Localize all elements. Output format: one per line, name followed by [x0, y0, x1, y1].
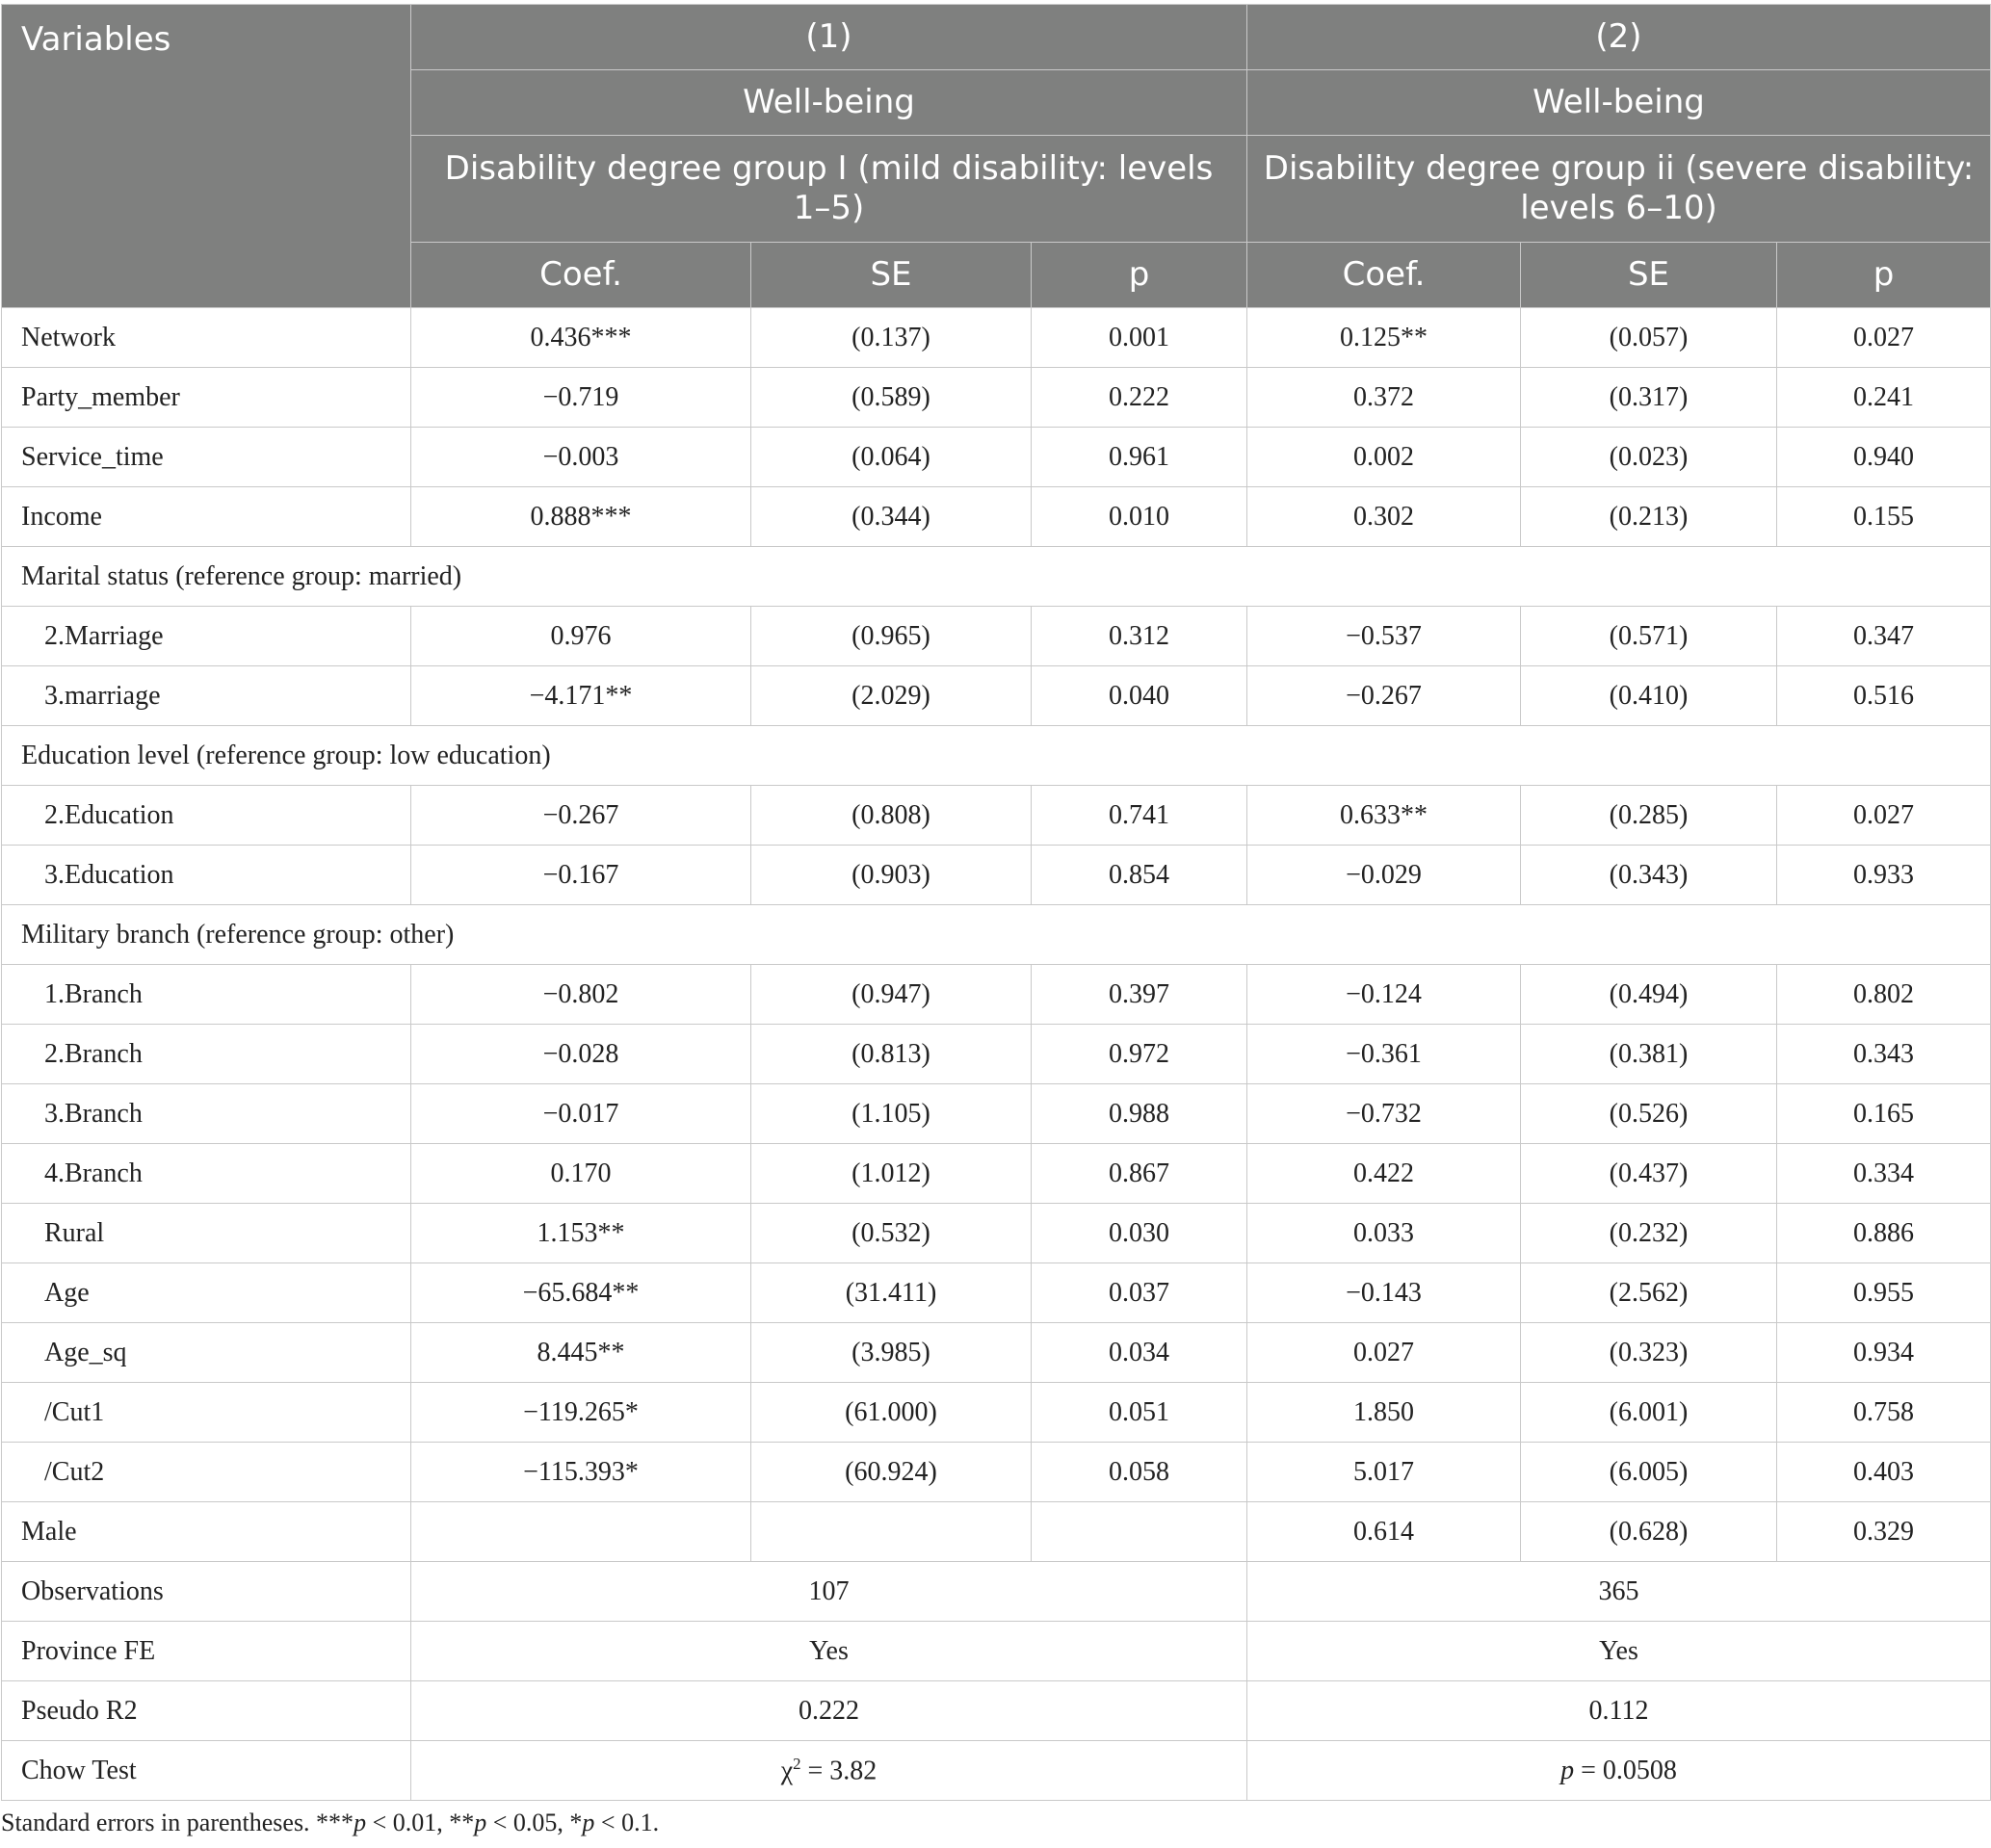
col-se-2: SE [1521, 243, 1777, 308]
cell-coef-1: −0.267 [411, 786, 751, 846]
chow-test-model-1 [411, 1741, 1247, 1801]
cell-se-1: (3.985) [751, 1323, 1032, 1383]
cell-p-1: 0.312 [1032, 607, 1247, 666]
cell-p-2: 0.403 [1777, 1443, 1991, 1502]
cell-p-2: 0.027 [1777, 308, 1991, 368]
cell-coef-2: 0.614 [1247, 1502, 1521, 1562]
model-2-dependent-variable: Well-being [1247, 70, 1991, 136]
cell-coef-1: 8.445** [411, 1323, 751, 1383]
cell-se-2: (6.005) [1521, 1443, 1777, 1502]
cell-coef-2: −0.267 [1247, 666, 1521, 726]
row-education-3 [2, 846, 1991, 905]
cell-coef-2: −0.124 [1247, 965, 1521, 1025]
cell-p-2: 0.940 [1777, 428, 1991, 487]
cell-p-1: 0.010 [1032, 487, 1247, 547]
cell-p-2: 0.155 [1777, 487, 1991, 547]
cell-se-1: (61.000) [751, 1383, 1032, 1443]
row-service-time [2, 428, 1991, 487]
cell-se-1: (1.105) [751, 1084, 1032, 1144]
section-label: Marital status (reference group: married) [2, 547, 1991, 607]
cell-se-2: (2.562) [1521, 1263, 1777, 1323]
row-label: Network [2, 308, 411, 368]
cell-se-2: (0.437) [1521, 1144, 1777, 1204]
row-marriage-2 [2, 607, 1991, 666]
row-label: 1.Branch [2, 965, 411, 1025]
row-marriage-3 [2, 666, 1991, 726]
row-pseudo-r2 [2, 1681, 1991, 1741]
province-fe-model-1: Yes [411, 1622, 1247, 1681]
footnote-text: < 0.05, * [486, 1809, 583, 1836]
cell-se-1: (2.029) [751, 666, 1032, 726]
cell-p-2: 0.027 [1777, 786, 1991, 846]
cell-p-1: 0.397 [1032, 965, 1247, 1025]
cell-se-1 [751, 1502, 1032, 1562]
cell-se-1: (0.532) [751, 1204, 1032, 1263]
cell-coef-2: −0.361 [1247, 1025, 1521, 1084]
cell-se-2: (0.381) [1521, 1025, 1777, 1084]
row-education-2 [2, 786, 1991, 846]
cell-se-1: (0.965) [751, 607, 1032, 666]
cell-p-2: 0.334 [1777, 1144, 1991, 1204]
cell-p-1: 0.040 [1032, 666, 1247, 726]
cell-p-1: 0.867 [1032, 1144, 1247, 1204]
model-1-dependent-variable: Well-being [411, 70, 1247, 136]
cell-coef-2: 0.372 [1247, 368, 1521, 428]
col-se-1: SE [751, 243, 1032, 308]
table-body [2, 308, 1991, 1801]
cell-coef-2: 0.125** [1247, 308, 1521, 368]
row-branch-3 [2, 1084, 1991, 1144]
col-coef-1: Coef. [411, 243, 751, 308]
cell-p-2: 0.955 [1777, 1263, 1991, 1323]
cell-p-2: 0.758 [1777, 1383, 1991, 1443]
cell-coef-1: 0.976 [411, 607, 751, 666]
row-party-member [2, 368, 1991, 428]
row-branch-2 [2, 1025, 1991, 1084]
cell-se-2: (0.343) [1521, 846, 1777, 905]
cell-p-1 [1032, 1502, 1247, 1562]
row-label: /Cut1 [2, 1383, 411, 1443]
cell-p-1: 0.222 [1032, 368, 1247, 428]
cell-coef-1: −0.003 [411, 428, 751, 487]
footnote-text: < 0.1. [594, 1809, 660, 1836]
cell-coef-2: −0.143 [1247, 1263, 1521, 1323]
cell-p-1: 0.961 [1032, 428, 1247, 487]
section-marital-status [2, 547, 1991, 607]
cell-coef-1: 0.436*** [411, 308, 751, 368]
chow-test-model-2 [1247, 1741, 1991, 1801]
cell-p-2: 0.802 [1777, 965, 1991, 1025]
chi-exponent: 2 [793, 1754, 801, 1773]
cell-se-1: (0.813) [751, 1025, 1032, 1084]
cell-p-1: 0.058 [1032, 1443, 1247, 1502]
cell-p-1: 0.972 [1032, 1025, 1247, 1084]
cell-coef-2: 5.017 [1247, 1443, 1521, 1502]
cell-coef-1: 0.170 [411, 1144, 751, 1204]
row-label: 2.Branch [2, 1025, 411, 1084]
cell-p-2: 0.933 [1777, 846, 1991, 905]
cell-coef-1: −119.265* [411, 1383, 751, 1443]
row-label: Income [2, 487, 411, 547]
cell-coef-2: 0.027 [1247, 1323, 1521, 1383]
row-label: Rural [2, 1204, 411, 1263]
footnote-text: Standard errors in parentheses. *** [1, 1809, 354, 1836]
cell-p-2: 0.516 [1777, 666, 1991, 726]
row-label: Age_sq [2, 1323, 411, 1383]
row-label: Chow Test [2, 1741, 411, 1801]
cell-coef-1: −0.167 [411, 846, 751, 905]
chi-symbol: χ [780, 1756, 794, 1786]
cell-p-2: 0.886 [1777, 1204, 1991, 1263]
cell-p-2: 0.343 [1777, 1025, 1991, 1084]
model-1-group: Disability degree group I (mild disability: levels 1–5) [411, 136, 1247, 243]
cell-se-1: (0.808) [751, 786, 1032, 846]
section-label: Education level (reference group: low education) [2, 726, 1991, 786]
cell-se-1: (31.411) [751, 1263, 1032, 1323]
row-income [2, 487, 1991, 547]
row-label: 2.Marriage [2, 607, 411, 666]
cell-se-2: (0.628) [1521, 1502, 1777, 1562]
cell-se-1: (1.012) [751, 1144, 1032, 1204]
row-chow-test [2, 1741, 1991, 1801]
cell-coef-2: 1.850 [1247, 1383, 1521, 1443]
cell-coef-2: 0.422 [1247, 1144, 1521, 1204]
col-p-2: p [1777, 243, 1991, 308]
p-symbol: p [1560, 1755, 1575, 1785]
cell-p-1: 0.037 [1032, 1263, 1247, 1323]
cell-p-2: 0.329 [1777, 1502, 1991, 1562]
cell-se-2: (0.571) [1521, 607, 1777, 666]
cell-se-1: (60.924) [751, 1443, 1032, 1502]
cell-se-1: (0.589) [751, 368, 1032, 428]
model-2-group: Disability degree group ii (severe disability: levels 6–10) [1247, 136, 1991, 243]
pseudo-r2-model-2: 0.112 [1247, 1681, 1991, 1741]
cell-se-2: (0.057) [1521, 308, 1777, 368]
chow-p-value: = 0.0508 [1574, 1755, 1677, 1785]
cell-coef-2: −0.537 [1247, 607, 1521, 666]
footnote-p: p [354, 1809, 367, 1836]
cell-se-2: (6.001) [1521, 1383, 1777, 1443]
model-2-number: (2) [1247, 5, 1991, 70]
row-label: Observations [2, 1562, 411, 1622]
cell-coef-1: −4.171** [411, 666, 751, 726]
section-military-branch [2, 905, 1991, 965]
cell-p-1: 0.030 [1032, 1204, 1247, 1263]
cell-se-2: (0.023) [1521, 428, 1777, 487]
cell-p-1: 0.051 [1032, 1383, 1247, 1443]
cell-coef-2: 0.002 [1247, 428, 1521, 487]
table-footnote [1, 1809, 659, 1837]
cell-se-1: (0.947) [751, 965, 1032, 1025]
cell-coef-2: 0.302 [1247, 487, 1521, 547]
row-label: 3.Education [2, 846, 411, 905]
cell-coef-2: −0.732 [1247, 1084, 1521, 1144]
variables-header: Variables [2, 5, 411, 308]
row-label: 2.Education [2, 786, 411, 846]
cell-p-2: 0.241 [1777, 368, 1991, 428]
cell-p-2: 0.934 [1777, 1323, 1991, 1383]
row-branch-1 [2, 965, 1991, 1025]
cell-p-1: 0.001 [1032, 308, 1247, 368]
row-male [2, 1502, 1991, 1562]
observations-model-1: 107 [411, 1562, 1247, 1622]
cell-se-2: (0.494) [1521, 965, 1777, 1025]
cell-coef-1: −0.028 [411, 1025, 751, 1084]
row-label: 4.Branch [2, 1144, 411, 1204]
cell-se-1: (0.903) [751, 846, 1032, 905]
row-cut2 [2, 1443, 1991, 1502]
pseudo-r2-model-1: 0.222 [411, 1681, 1247, 1741]
cell-se-2: (0.285) [1521, 786, 1777, 846]
cell-se-2: (0.526) [1521, 1084, 1777, 1144]
cell-se-1: (0.137) [751, 308, 1032, 368]
cell-coef-1: −0.802 [411, 965, 751, 1025]
cell-p-1: 0.034 [1032, 1323, 1247, 1383]
row-label: Province FE [2, 1622, 411, 1681]
cell-p-2: 0.165 [1777, 1084, 1991, 1144]
row-label: Pseudo R2 [2, 1681, 411, 1741]
footnote-p: p [474, 1809, 487, 1836]
section-label: Military branch (reference group: other) [2, 905, 1991, 965]
cell-se-1: (0.064) [751, 428, 1032, 487]
row-cut1 [2, 1383, 1991, 1443]
row-label: Party_member [2, 368, 411, 428]
row-observations [2, 1562, 1991, 1622]
row-label: Age [2, 1263, 411, 1323]
footnote-p: p [582, 1809, 595, 1836]
table-header [2, 5, 1991, 308]
cell-se-2: (0.317) [1521, 368, 1777, 428]
section-education-level [2, 726, 1991, 786]
cell-p-1: 0.988 [1032, 1084, 1247, 1144]
row-age-sq [2, 1323, 1991, 1383]
regression-table [1, 4, 1991, 1801]
chow-statistic: = 3.82 [800, 1756, 878, 1786]
row-label: 3.marriage [2, 666, 411, 726]
model-1-number: (1) [411, 5, 1247, 70]
row-network [2, 308, 1991, 368]
cell-coef-1: −65.684** [411, 1263, 751, 1323]
row-label: Male [2, 1502, 411, 1562]
cell-se-1: (0.344) [751, 487, 1032, 547]
cell-coef-1 [411, 1502, 751, 1562]
col-p-1: p [1032, 243, 1247, 308]
cell-se-2: (0.213) [1521, 487, 1777, 547]
row-label: /Cut2 [2, 1443, 411, 1502]
row-age [2, 1263, 1991, 1323]
cell-se-2: (0.232) [1521, 1204, 1777, 1263]
cell-coef-2: 0.033 [1247, 1204, 1521, 1263]
cell-coef-1: 1.153** [411, 1204, 751, 1263]
col-coef-2: Coef. [1247, 243, 1521, 308]
cell-coef-1: −0.017 [411, 1084, 751, 1144]
row-branch-4 [2, 1144, 1991, 1204]
province-fe-model-2: Yes [1247, 1622, 1991, 1681]
cell-coef-2: 0.633** [1247, 786, 1521, 846]
row-province-fe [2, 1622, 1991, 1681]
cell-coef-1: −0.719 [411, 368, 751, 428]
cell-coef-2: −0.029 [1247, 846, 1521, 905]
cell-coef-1: −115.393* [411, 1443, 751, 1502]
cell-p-1: 0.741 [1032, 786, 1247, 846]
cell-coef-1: 0.888*** [411, 487, 751, 547]
cell-p-1: 0.854 [1032, 846, 1247, 905]
row-label: 3.Branch [2, 1084, 411, 1144]
regression-table-container [1, 4, 1990, 1801]
cell-p-2: 0.347 [1777, 607, 1991, 666]
footnote-text: < 0.01, ** [366, 1809, 475, 1836]
row-label: Service_time [2, 428, 411, 487]
cell-se-2: (0.323) [1521, 1323, 1777, 1383]
cell-se-2: (0.410) [1521, 666, 1777, 726]
row-rural [2, 1204, 1991, 1263]
observations-model-2: 365 [1247, 1562, 1991, 1622]
